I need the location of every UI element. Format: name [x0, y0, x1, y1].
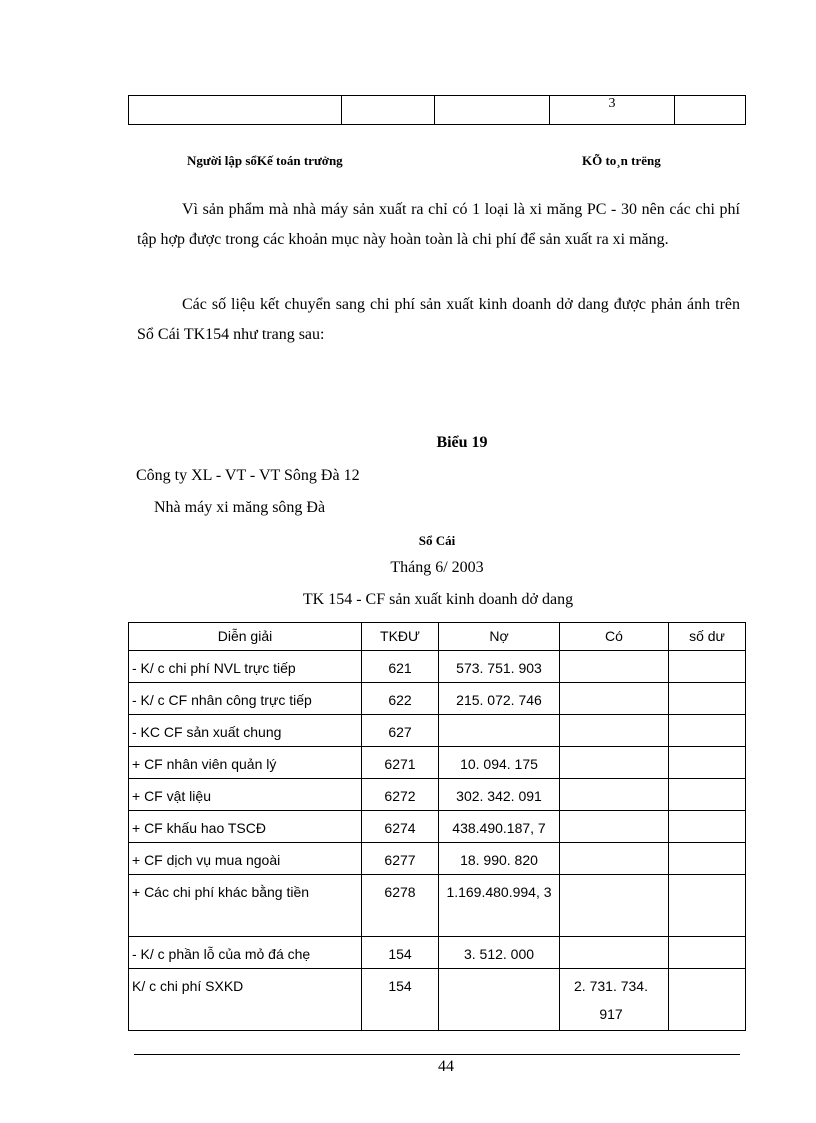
signature-preparer — [187, 153, 343, 169]
table-row — [129, 715, 746, 747]
cell-account-ref: 627 — [362, 715, 439, 747]
ledger-table — [128, 622, 746, 1031]
cell-credit: 2. 731. 734. 917 — [560, 969, 669, 1031]
cell-account-ref: 622 — [362, 683, 439, 715]
cell-description: - K/ c CF nhân công trực tiếp — [129, 683, 362, 715]
preparer-label: Người lập sổ — [187, 153, 257, 168]
table-cell: 3 — [550, 96, 675, 125]
paragraph-2: Các số liệu kết chuyển sang chi phí sản xuất kinh doanh dở dang được phản ánh trên Sổ Cái TK154 như trang sau: — [137, 296, 740, 343]
header-credit: Có — [560, 623, 669, 651]
table-row — [129, 683, 746, 715]
cell-balance — [669, 937, 746, 969]
cell-credit — [560, 875, 669, 937]
cell-balance — [669, 715, 746, 747]
account-title: TK 154 - CF sản xuất kinh doanh dở dang — [302, 591, 574, 608]
cell-balance — [669, 969, 746, 1031]
cell-description: + CF vật liệu — [129, 779, 362, 811]
cell-account-ref: 6278 — [362, 875, 439, 937]
cell-account-ref: 6277 — [362, 843, 439, 875]
cell-account-ref: 621 — [362, 651, 439, 683]
cell-account-ref: 154 — [362, 937, 439, 969]
book-title: Sổ Cái — [418, 533, 456, 548]
cell-credit — [560, 683, 669, 715]
cell-debit: 18. 990. 820 — [439, 843, 560, 875]
table-row — [129, 843, 746, 875]
cell-credit — [560, 651, 669, 683]
cell-description: K/ c chi phí SXKD — [129, 969, 362, 1031]
cell-account-ref: 6274 — [362, 811, 439, 843]
cell-balance — [669, 651, 746, 683]
cell-credit — [560, 747, 669, 779]
table-header-row — [129, 623, 746, 651]
table-row — [129, 969, 746, 1031]
cell-description: - KC CF sản xuất chung — [129, 715, 362, 747]
cell-balance — [669, 875, 746, 937]
cell-account-ref: 154 — [362, 969, 439, 1031]
cell-debit — [439, 969, 560, 1031]
cell-debit: 438.490.187, 7 — [439, 811, 560, 843]
cell-balance — [669, 683, 746, 715]
continued-table — [128, 95, 746, 125]
cell-debit: 10. 094. 175 — [439, 747, 560, 779]
cell-credit — [560, 715, 669, 747]
table-row — [129, 779, 746, 811]
cell-credit — [560, 811, 669, 843]
header-description: Diễn giải — [129, 623, 362, 651]
company-name: Công ty XL - VT - VT Sông Đà 12 — [136, 467, 360, 484]
cell-credit — [560, 843, 669, 875]
table-cell — [435, 96, 550, 125]
form-label: Biểu 19 — [436, 434, 488, 451]
table-row — [129, 875, 746, 937]
cell-description: + CF nhân viên quản lý — [129, 747, 362, 779]
footer-rule — [134, 1054, 740, 1055]
cell-balance — [669, 747, 746, 779]
signature-director: KÕ to¸n trëng — [582, 153, 661, 168]
cell-debit: 573. 751. 903 — [439, 651, 560, 683]
factory-name: Nhà máy xi măng sông Đà — [154, 499, 326, 516]
cell-debit: 3. 512. 000 — [439, 937, 560, 969]
cell-debit: 215. 072. 746 — [439, 683, 560, 715]
cell-description: - K/ c chi phí NVL trực tiếp — [129, 651, 362, 683]
cell-description: + CF dịch vụ mua ngoài — [129, 843, 362, 875]
cell-description: + CF khấu hao TSCĐ — [129, 811, 362, 843]
table-row — [129, 747, 746, 779]
cell-balance — [669, 779, 746, 811]
cell-account-ref: 6271 — [362, 747, 439, 779]
cell-credit — [560, 937, 669, 969]
cell-debit: 1.169.480.994, 3 — [439, 875, 560, 937]
table-cell — [342, 96, 435, 125]
paragraph-1: Vì sản phẩm mà nhà máy sản xuất ra chỉ có 1 loại là xi măng PC - 30 nên các chi phí tập hợp được trong các khoản mục này hoàn toàn là chi phí để sản xuất ra xi măng. — [137, 201, 740, 248]
table-row — [129, 937, 746, 969]
cell-account-ref: 6272 — [362, 779, 439, 811]
header-balance: số dư — [669, 623, 746, 651]
cell-balance — [669, 843, 746, 875]
page-number: 44 — [438, 1058, 454, 1075]
cell-credit — [560, 779, 669, 811]
table-cell — [129, 96, 342, 125]
cell-balance — [669, 811, 746, 843]
ledger-month: Tháng 6/ 2003 — [390, 559, 484, 576]
cell-description: - K/ c phần lỗ của mỏ đá chẹ — [129, 937, 362, 969]
chief-accountant-label: Kế toán trưởng — [256, 153, 343, 168]
header-account-ref: TKĐƯ — [362, 623, 439, 651]
table-cell — [675, 96, 746, 125]
table-row — [129, 96, 746, 125]
cell-debit — [439, 715, 560, 747]
cell-description: + Các chi phí khác bằng tiền — [129, 875, 362, 937]
header-debit: Nợ — [439, 623, 560, 651]
table-row — [129, 811, 746, 843]
cell-debit: 302. 342. 091 — [439, 779, 560, 811]
table-row — [129, 651, 746, 683]
